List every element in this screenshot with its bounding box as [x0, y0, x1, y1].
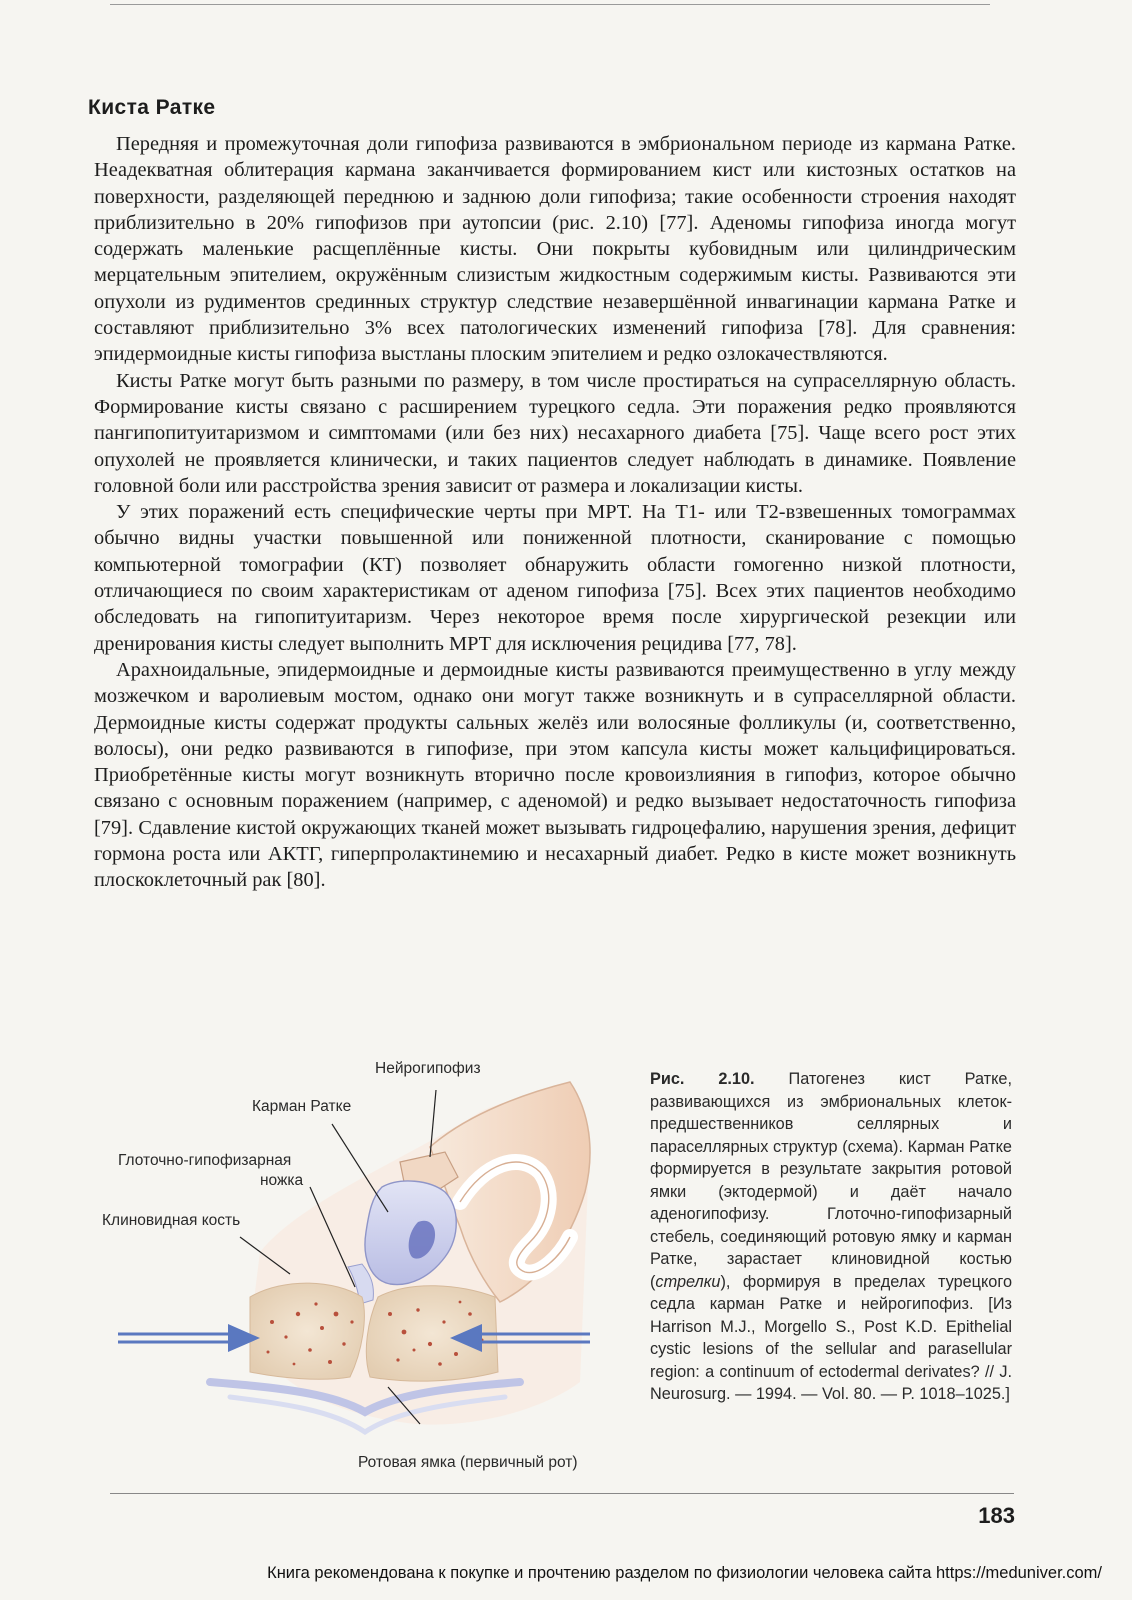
label-stomodeum: Ротовая ямка (первичный рот)	[358, 1454, 578, 1471]
body-text	[94, 131, 1016, 894]
paragraph-3: У этих поражений есть специфические черты при МРТ. На Т1- или Т2-взвешенных томограммах обычно видны участки повышенной или пониженной плотности, сканирование с помощью компьютерной томографии (КТ) позволяет обнаружить области гомогенно низкой плотности, отличающиеся по своим характеристикам от аденом гипофиза [75]. Всех этих пациентов необходимо обследовать на гипопитуитаризм. Через некоторое время после хирургической резекции или дренирования кисты следует выполнить МРТ для исключения рецидива [77, 78].	[94, 501, 1016, 655]
top-rule	[110, 4, 990, 5]
section-heading: Киста Ратке	[88, 96, 216, 119]
figure-caption	[650, 1068, 1012, 1406]
label-rathke-pouch: Карман Ратке	[252, 1098, 352, 1115]
paragraph-4: Арахноидальные, эпидермоидные и дермоидные кисты развиваются преимущественно в углу между мозжечком и варолиевым мостом, однако они могут также возникнуть и в супраселлярной области. Дермоидные кисты содержат продукты сальных желёз или волосяные фолликулы (и, соответственно, волосы), они редко развиваются в гипофизе, при этом капсула кисты может кальцифицироваться. Приобретённые кисты могут возникнуть вторично после кровоизлияния в гипофиз, которое обычно связано с основным поражением (например, с аденомой) и редко вызывает недостаточность гипофиза [79]. Сдавление кистой окружающих тканей может вызывать гидроцефалию, нарушения зрения, дефицит гормона роста или АКТГ, гиперпролактинемию и несахарный диабет. Редко в кисте может возникнуть плоскоклеточный рак [80].	[94, 658, 1016, 892]
caption-italic: стрелки	[655, 1272, 721, 1291]
figure-rathke-cleft	[100, 1052, 620, 1482]
footer-note: Книга рекомендована к покупке и прочтению разделом по физиологии человека сайта https://meduniver.com/	[267, 1564, 1102, 1582]
label-sphenoid-bone: Клиновидная кость	[102, 1212, 241, 1229]
sphenoid-bone-left	[250, 1283, 364, 1379]
page-number: 183	[978, 1503, 1015, 1528]
bottom-rule	[110, 1493, 1014, 1494]
paragraph-1: Передняя и промежуточная доли гипофиза развиваются в эмбриональном периоде из кармана Ратке. Неадекватная облитерация кармана заканчивается формированием кист или кистозных остатков на поверхности, разделяющей переднюю и заднюю доли гипофиза; такие особенности строения находят приблизительно в 20% гипофизов при аутопсии (рис. 2.10) [77]. Аденомы гипофиза иногда могут содержать маленькие расщеплённые кисты. Они покрыты кубовидным или цилиндрическим мерцательным эпителием, окружённым слизистым жидкостным содержимым кисты. Развиваются эти опухоли из рудиментов срединных структур следствие незавершённой инвагинации кармана Ратке и составляют приблизительно 3% всех патологических изменений гипофиза [78]. Для сравнения: эпидермоидные кисты гипофиза выстланы плоским эпителием и редко озлокачествляются.	[94, 133, 1016, 366]
caption-label: Рис. 2.10.	[650, 1070, 755, 1088]
paragraph-2: Кисты Ратке могут быть разными по размеру, в том числе простираться на супраселлярную область. Формирование кисты связано с расширением турецкого седла. Эти поражения редко проявляются пангипопитуитаризмом и симптомами (или без них) несахарного диабета [75]. Чаще всего рост этих опухолей не проявляется клинически, и таких пациентов следует наблюдать в динамике. Появление головной боли или расстройства зрения зависит от размера и локализации кисты.	[94, 369, 1016, 497]
embryology-illustration	[100, 1052, 620, 1482]
label-neurohypophysis: Нейрогипофиз	[375, 1060, 481, 1077]
label-pharyngeal-stalk-line1: Глоточно-гипофизарная	[118, 1152, 292, 1169]
caption-text-2: ), формируя в пределах турецкого седла карман Ратке и нейрогипофиз. [Из Harrison M.J., Morgello S., Post K.D. Epithelial cystic lesions of the sellular and parasellular region: a continuum of ectodermal derivates? // J. Neurosurg. — 1994. — Vol. 80. — P. 1018–1025.]	[650, 1272, 1012, 1403]
label-pharyngeal-stalk-line2: ножка	[260, 1172, 304, 1189]
caption-text-1: Патогенез кист Ратке, развивающихся из эмбриональных клеток-предшественников селлярных и параселлярных структур (схема). Карман Ратке формируется в результате закрытия ротовой ямки (эктодермой) и даёт начало аденогипофизу. Глоточно-гипофизарный стебель, соединяющий ротовую ямку и карман Ратке, зарастает клиновидной костью (	[650, 1070, 1012, 1291]
